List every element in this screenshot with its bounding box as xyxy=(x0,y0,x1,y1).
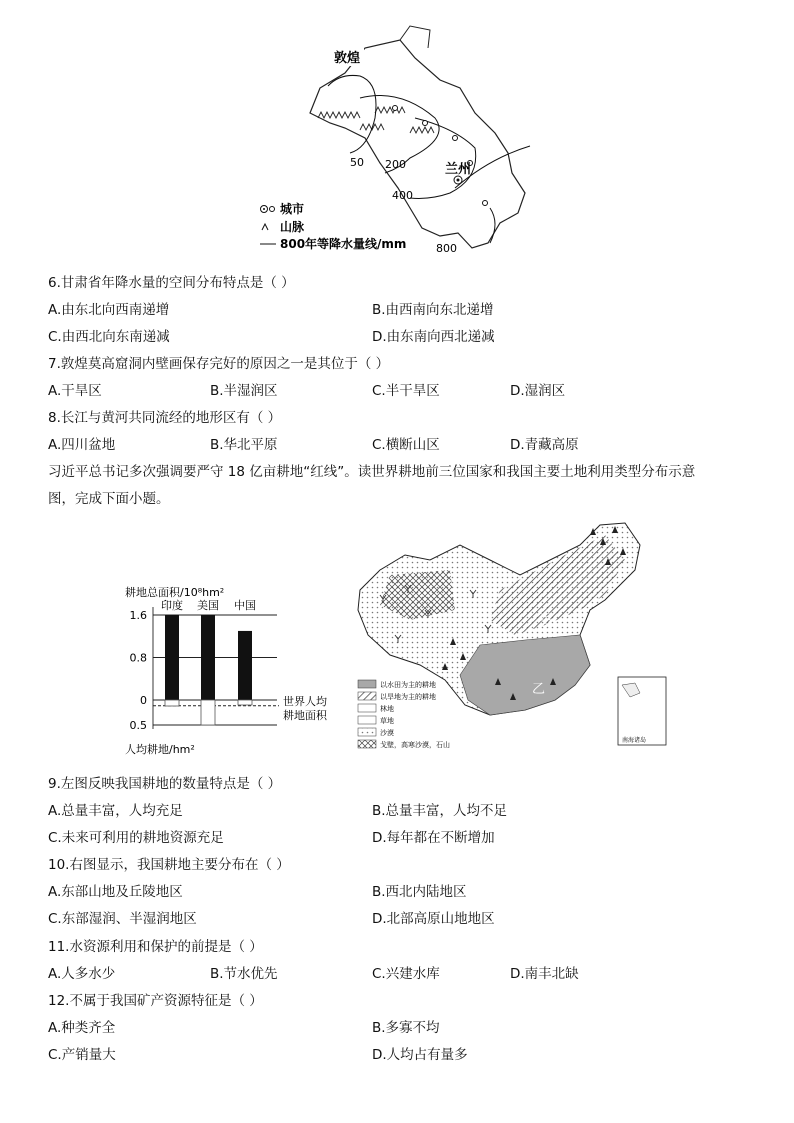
q12-option-b[interactable]: B.多寡不均 xyxy=(372,1020,440,1036)
legend-paddy: 以水田为主的耕地 xyxy=(380,681,436,689)
category-label: 美国 xyxy=(197,599,219,612)
q6-stem: 6.甘肃省年降水量的空间分布特点是（ ） xyxy=(48,275,295,291)
chart-ytick-label: 0.5 xyxy=(129,719,147,732)
category-label: 印度 xyxy=(161,599,183,612)
world-average-label-2: 耕地面积 xyxy=(283,708,327,722)
gansu-precipitation-map xyxy=(250,18,540,258)
total-area-bar xyxy=(201,615,215,700)
q11-option-b[interactable]: B.节水优先 xyxy=(210,966,278,982)
lanzhou-city-center xyxy=(457,179,460,182)
category-label: 中国 xyxy=(234,599,256,612)
isoline-label-200: 200 xyxy=(385,158,406,171)
lanzhou-label: 兰州 xyxy=(445,162,472,177)
q12-option-c[interactable]: C.产销量大 xyxy=(48,1047,116,1063)
intro-line-2: 图，完成下面小题。 xyxy=(48,491,170,507)
q7-option-c[interactable]: C.半干旱区 xyxy=(372,383,440,399)
isoline-label-800: 800 xyxy=(436,242,457,255)
q6-option-a[interactable]: A.由东北向西南递增 xyxy=(48,302,170,318)
city-dot xyxy=(483,201,488,206)
cropland-bar-chart xyxy=(115,582,340,757)
q10-option-a[interactable]: A.东部山地及丘陵地区 xyxy=(48,884,183,900)
q7-option-b[interactable]: B.半湿润区 xyxy=(210,383,278,399)
legend-grassland: 草地 xyxy=(380,717,394,725)
q10-option-c[interactable]: C.东部湿润、半湿润地区 xyxy=(48,911,197,927)
legend-forest: 林地 xyxy=(380,705,394,713)
q6-option-b[interactable]: B.由西南向东北递增 xyxy=(372,302,494,318)
q8-stem: 8.长江与黄河共同流经的地形区有（ ） xyxy=(48,410,282,426)
chart-ytick-label: 0 xyxy=(140,694,147,707)
q8-option-b[interactable]: B.华北平原 xyxy=(210,437,278,453)
city-dot xyxy=(453,136,458,141)
legend-gobi: 戈壁，高寒沙漠，石山 xyxy=(380,741,450,749)
legend-city-icon-dot xyxy=(263,208,265,210)
q11-option-a[interactable]: A.人多水少 xyxy=(48,966,116,982)
legend-mountain-icon xyxy=(262,224,268,230)
chart-ytick-label: 1.6 xyxy=(129,609,147,622)
region-label-jia: 甲 xyxy=(540,612,553,626)
q12-stem: 12.不属于我国矿产资源特征是（ ） xyxy=(48,993,263,1009)
inset-label: 南海诸岛 xyxy=(622,737,647,744)
chart-ytick-label: 0.8 xyxy=(129,651,147,665)
q8-option-c[interactable]: C.横断山区 xyxy=(372,437,440,453)
q8-option-d[interactable]: D.青藏高原 xyxy=(510,437,579,453)
q10-option-d[interactable]: D.北部高原山地地区 xyxy=(372,911,495,927)
isoline-label-400: 400 xyxy=(392,189,413,202)
q10-option-b[interactable]: B.西北内陆地区 xyxy=(372,884,467,900)
city-dot xyxy=(423,121,428,126)
q9-option-a[interactable]: A.总量丰富，人均充足 xyxy=(48,803,183,819)
q8-option-a[interactable]: A.四川盆地 xyxy=(48,437,116,453)
legend-city-label: 城市 xyxy=(280,202,305,216)
q10-stem: 10.右图显示，我国耕地主要分布在（ ） xyxy=(48,857,290,873)
legend-mountain-label: 山脉 xyxy=(280,220,305,234)
q7-stem: 7.敦煌莫高窟洞内壁画保存完好的原因之一是其位于（ ） xyxy=(48,356,390,372)
legend-city-icon-small xyxy=(270,207,275,212)
q6-option-d[interactable]: D.由东南向西北递减 xyxy=(372,329,495,345)
legend-desert: 沙漠 xyxy=(380,729,394,737)
land-use-legend xyxy=(358,680,450,750)
region-label-yi: 乙 xyxy=(532,682,546,697)
q7-option-a[interactable]: A.干旱区 xyxy=(48,383,102,399)
q9-option-b[interactable]: B.总量丰富，人均不足 xyxy=(372,803,508,819)
q6-option-c[interactable]: C.由西北向东南递减 xyxy=(48,329,170,345)
q12-option-d[interactable]: D.人均占有量多 xyxy=(372,1047,468,1063)
q9-stem: 9.左图反映我国耕地的数量特点是（ ） xyxy=(48,776,282,792)
q9-option-d[interactable]: D.每年都在不断增加 xyxy=(372,830,495,846)
total-area-bar xyxy=(165,615,179,700)
legend-dryland: 以旱地为主的耕地 xyxy=(380,693,436,701)
q9-option-c[interactable]: C.未来可利用的耕地资源充足 xyxy=(48,830,224,846)
q7-option-d[interactable]: D.湿润区 xyxy=(510,383,566,399)
per-capita-bar xyxy=(165,700,179,706)
per-capita-bar xyxy=(201,700,215,725)
province-outline xyxy=(310,40,525,248)
intro-line-1: 习近平总书记多次强调要严守 18 亿亩耕地“红线”。读世界耕地前三位国家和我国主要土地利用类型分布示意 xyxy=(48,464,696,480)
paddy-cropland-region xyxy=(460,635,590,715)
chart-ylabel-bottom: 人均耕地/hm² xyxy=(125,743,195,756)
per-capita-bar xyxy=(238,700,252,705)
isoline-label-50: 50 xyxy=(350,156,364,169)
q11-stem: 11.水资源利用和保护的前提是（ ） xyxy=(48,939,263,955)
legend-isoline-label: 800年等降水量线/mm xyxy=(280,237,407,251)
q11-option-c[interactable]: C.兴建水库 xyxy=(372,966,440,982)
city-dot xyxy=(393,106,398,111)
total-area-bar xyxy=(238,631,252,700)
q11-option-d[interactable]: D.南丰北缺 xyxy=(510,966,579,982)
chart-ylabel-top: 耕地总面积/10⁸hm² xyxy=(125,586,225,599)
q12-option-a[interactable]: A.种类齐全 xyxy=(48,1020,116,1036)
world-average-label-1: 世界人均 xyxy=(283,694,327,708)
china-land-use-map xyxy=(350,515,670,750)
dunhuang-label: 敦煌 xyxy=(334,51,361,66)
